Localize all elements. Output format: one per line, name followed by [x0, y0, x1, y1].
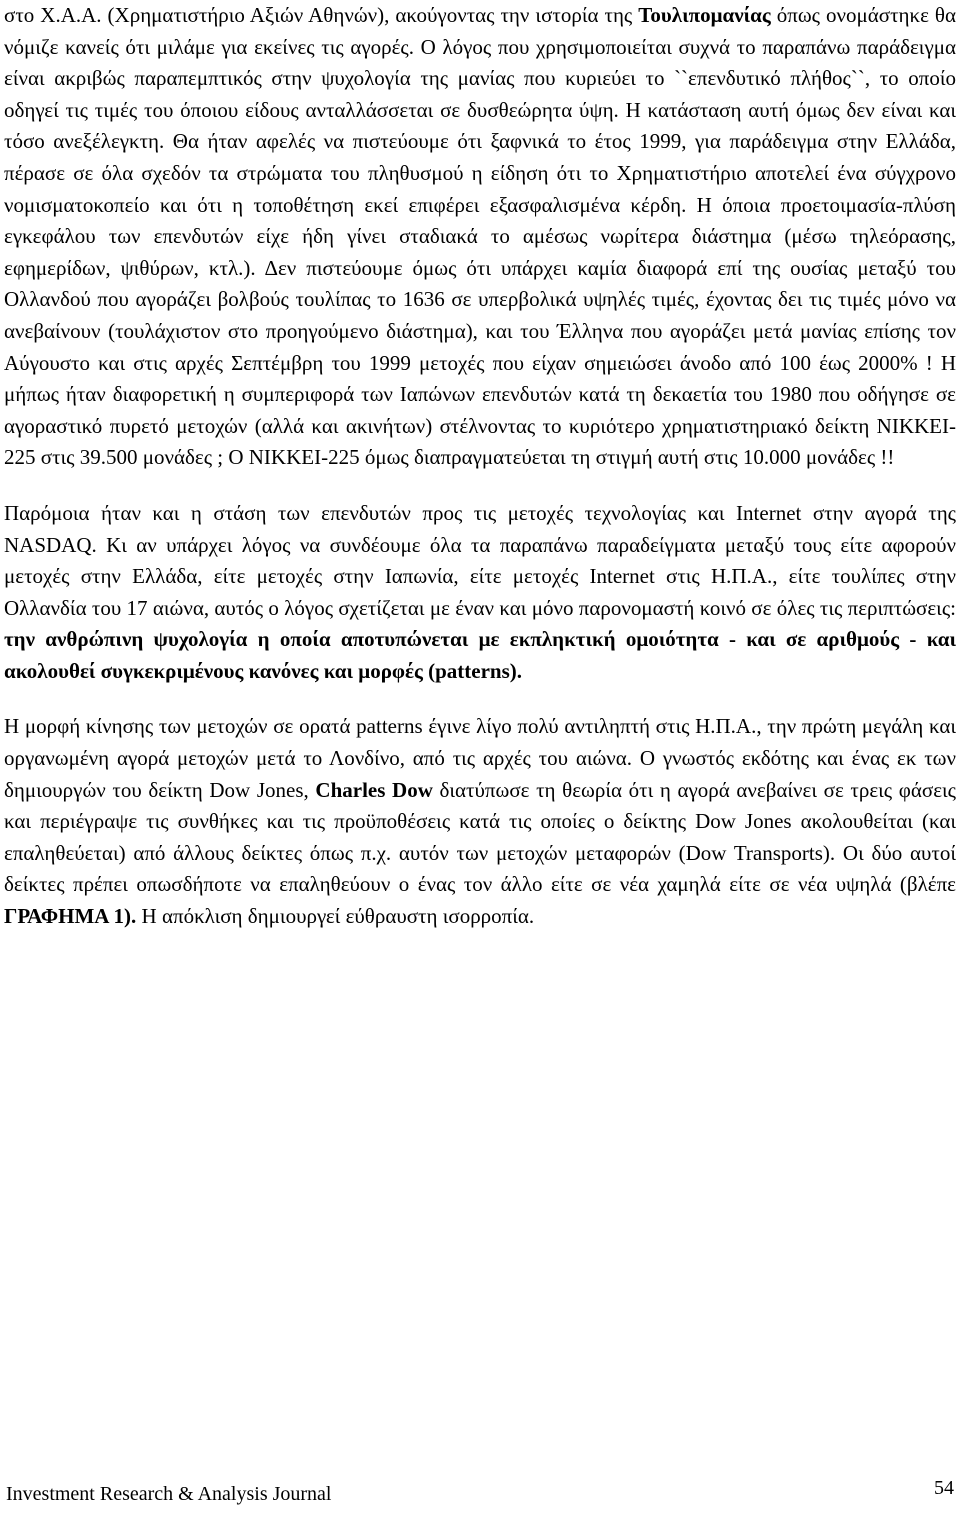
- text-run: στο Χ.Α.Α. (Χρηματιστήριο Αξιών Αθηνών), ακούγοντας την ιστορία της: [4, 3, 639, 27]
- paragraph-nasdaq: [4, 498, 956, 688]
- paragraph-tulipmania: [4, 0, 956, 474]
- text-run: όπως ονομάστηκε θα νόμιζε κανείς ότι μιλάμε για εκείνες τις αγορές. Ο λόγος που χρησιμοποιείται συχνά το παραπάνω παράδειγμα είναι ακριβώς παραπεμπτικός στην ψυχολογία της μανίας που κυριεύει το ``επενδυτικό πλήθος``, το οποίο οδηγεί τις τιμές του όποιου είδους ανταλλάσσεται σε δυσθεώρητα ύψη. Η κατάσταση αυτή όμως δεν είναι και τόσο ανεξέλεγκτη. Θα ήταν αφελές να πιστεύουμε ότι ξαφνικά το έτος 1999, για παράδειγμα στην Ελλάδα, πέρασε σε όλα σχεδόν τα στρώματα του πληθυσμού η είδηση ότι το Χρηματιστήριο αποτελεί ένα σύγχρονο νομισματοκοπείο και ότι η τοποθέτηση εκεί επιφέρει εξασφαλισμένα κέρδη. Η όποια προετοιμασία-πλύση εγκεφάλου των επενδυτών είχε ήδη γίνει σταδιακά το αμέσως νωρίτερα διάστημα (μέσω τηλεόρασης, εφημερίδων, ψιθύρων, κτλ.). Δεν πιστεύουμε όμως ότι υπάρχει καμία διαφορά επί της ουσίας μεταξύ του Ολλανδού που αγοράζει βολβούς τουλίπας το 1636 σε υπερβολικά υψηλές τιμές, έχοντας δει τις τιμές μόνο να ανεβαίνουν (τουλάχιστον στο προηγούμενο διάστημα), και του Έλληνα που αγοράζει μετά μανίας επίσης τον Αύγουστο και στις αρχές Σεπτέμβρη του 1999 μετοχές που είχαν σημειώσει άνοδο από 100 έως 2000% ! Η μήπως ήταν διαφορετική η συμπεριφορά των Ιαπώνων επενδυτών κατά τη δεκαετία του 1980 που οδήγησε σε αγοραστικό πυρετό μετοχών (αλλά και ακινήτων) στέλνοντας το κυριότερο χρηματιστηριακό δείκτη NIKKEI-225 στις 39.500 μονάδες ; O NIKKEI-225 όμως διαπραγματεύεται τη στιγμή αυτή στις 10.000 μονάδες !!: [4, 3, 956, 470]
- text-run: Παρόμοια ήταν και η στάση των επενδυτών προς τις μετοχές τεχνολογίας και Internet στην αγορά της NASDAQ. Κι αν υπάρχει λόγος να συνδέουμε όλα τα παραπάνω παραδείγματα μεταξύ τους είτε αφορούν μετοχές στην Ελλάδα, είτε μετοχές στην Ιαπωνία, είτε μετοχές Internet στις Η.Π.Α., είτε τουλίπες στην Ολλανδία του 17 αιώνα, αυτός ο λόγος σχετίζεται με έναν και μόνο παρονομαστή κοινό σε όλες τις περιπτώσεις:: [4, 500, 956, 620]
- text-run: διατύπωσε τη θεωρία ότι η αγορά ανεβαίνει σε τρεις φάσεις και περιέγραψε τις συνθήκες και τις προϋποθέσεις κατά τις οποίες ο δείκτης Dow Jones ακολουθείται (και επαληθεύεται) από άλλους δείκτες όπως π.χ. αυτόν των μετοχών μεταφορών (Dow Transports). Οι δύο αυτοί δείκτες πρέπει οπωσδήποτε να επαληθεύουν ο ένας τον άλλο είτε σε νέα χαμηλά είτε σε νέα υψηλά (βλέπε: [4, 777, 956, 897]
- page-footer: [6, 1477, 954, 1513]
- text-run-bold: Charles Dow: [315, 777, 433, 802]
- text-run-bold: Τουλιπομανίας: [638, 3, 771, 27]
- paragraph-dow-theory: [4, 711, 956, 932]
- document-body: [4, 0, 956, 957]
- journal-title: Investment Research & Analysis Journal: [6, 1483, 332, 1505]
- text-run: Η μορφή κίνησης των μετοχών σε ορατά patterns έγινε λίγο πολύ αντιληπτή στις Η.Π.Α., την πρώτη μεγάλη και οργανωμένη αγορά μετοχών μετά το Λονδίνο, από τις αρχές του αιώνα. Ο γνωστός εκδότης και ένας εκ των δημιουργών του δείκτη Dow Jones,: [4, 714, 956, 802]
- text-run: Η απόκλιση δημιουργεί εύθραυστη ισορροπία.: [136, 904, 535, 929]
- text-run-bold: ΓΡΑΦΗΜΑ 1).: [4, 904, 137, 929]
- text-run-bold: την ανθρώπινη ψυχολογία η οποία αποτυπώνεται με εκπληκτική ομοιότητα - και σε αριθμούς - και ακολουθεί συγκεκριμένους κανόνες και μορφές (patterns).: [4, 627, 956, 683]
- page-number: 54: [934, 1477, 954, 1499]
